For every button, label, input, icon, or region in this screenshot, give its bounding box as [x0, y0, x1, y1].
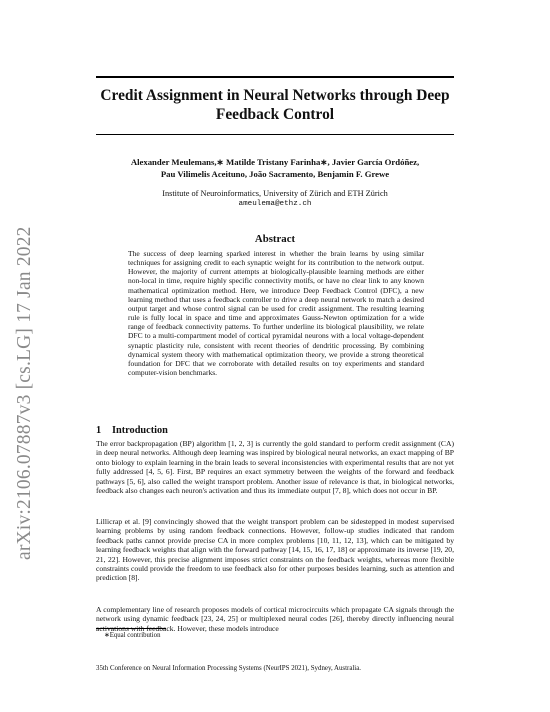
- affiliation: Institute of Neuroinformatics, University of Zürich and ETH Zürich: [162, 189, 388, 198]
- abstract-heading: Abstract: [254, 233, 296, 245]
- contact-email: ameulema@ethz.ch: [238, 200, 312, 208]
- title-rule-top: [96, 76, 454, 78]
- paragraph-3: A complementary line of research proposes models of cortical microcircuits which propagate CA signals through the network using dynamic feedback [23, 24, 25] or multiplexed neural codes [26], thereby directly influencing neural activations with feedback. However, these models introduce: [96, 605, 454, 633]
- section-heading: [96, 425, 168, 436]
- footnote-rule: [96, 628, 166, 629]
- section-title: Introduction: [112, 425, 168, 436]
- section-number: 1: [96, 425, 102, 436]
- title-rule-bottom: [96, 134, 454, 135]
- paragraph-2: Lillicrap et al. [9] convincingly showed that the weight transport problem can be sidestepped in modest supervised learning problems by using random feedback connections. However, follow-up studies indicated that random feedback paths cannot provide precise CA in more complex problems [10, 11, 12, 13], which can be mitigated by learning feedback weights that align with the forward pathway [14, 15, 16, 17, 18] or approximate its inverse [19, 20, 21, 22]. However, this precise alignment imposes strict constraints on the feedback weights, whereas more flexible constraints could provide the freedom to use feedback also for other purposes besides learning, such as attention and prediction [8].: [96, 517, 454, 583]
- arxiv-identifier: arXiv:2106.07887v3 [cs.LG] 17 Jan 2022: [14, 226, 35, 560]
- affiliation-block: [96, 188, 454, 210]
- footnote: ∗Equal contribution: [104, 632, 161, 639]
- author-line-1: Alexander Meulemans,∗ Matilde Tristany Farinha∗, Javier García Ordóñez,: [130, 157, 420, 167]
- paragraph-1: The error backpropagation (BP) algorithm [1, 2, 3] is currently the gold standard to perform credit assignment (CA) in deep neural networks. Although deep learning was inspired by biological neural networks, an exact mapping of BP onto biology to explain learning in the brain leads to several inconsistencies with experimental results that are not yet fully addressed [4, 5, 6]. First, BP requires an exact symmetry between the weights of the forward and feedback pathways [5, 6], also called the weight transport problem. Another issue of relevance is that, in biological networks, feedback also changes each neuron's activation and thus its immediate output [7, 8], which does not occur in BP.: [96, 439, 454, 496]
- author-line-2: Pau Vilimelis Aceituno, João Sacramento, Benjamin F. Grewe: [160, 168, 390, 179]
- abstract-text: The success of deep learning sparked interest in whether the brain learns by using similar techniques for assigning credit to each synaptic weight for its contribution to the network output. However, the majority of current attempts at biologically-plausible learning methods are either non-local in time, require highly specific connectivity motifs, or have no clear link to any known mathematical optimization method. Here, we introduce Deep Feedback Control (DFC), a new learning method that uses a feedback controller to drive a deep neural network to match a desired output target and whose control signal can be used for credit assignment. The resulting learning rule is fully local in space and time and approximates Gauss-Newton optimization for a wide range of feedback connectivity patterns. To further underline its biological plausibility, we relate DFC to a multi-compartment model of cortical pyramidal neurons with a local voltage-dependent synaptic plasticity rule, consistent with recent theories of dendritic processing. By combining dynamical system theory with mathematical optimization theory, we provide a strong theoretical foundation for DFC that we corroborate with detailed results on toy experiments and standard computer-vision benchmarks.: [128, 249, 424, 378]
- paper-title: Credit Assignment in Neural Networks through Deep Feedback Control: [100, 87, 450, 123]
- author-list: [96, 157, 454, 180]
- conference-note: 35th Conference on Neural Information Processing Systems (NeurIPS 2021), Sydney, Australia.: [96, 665, 361, 672]
